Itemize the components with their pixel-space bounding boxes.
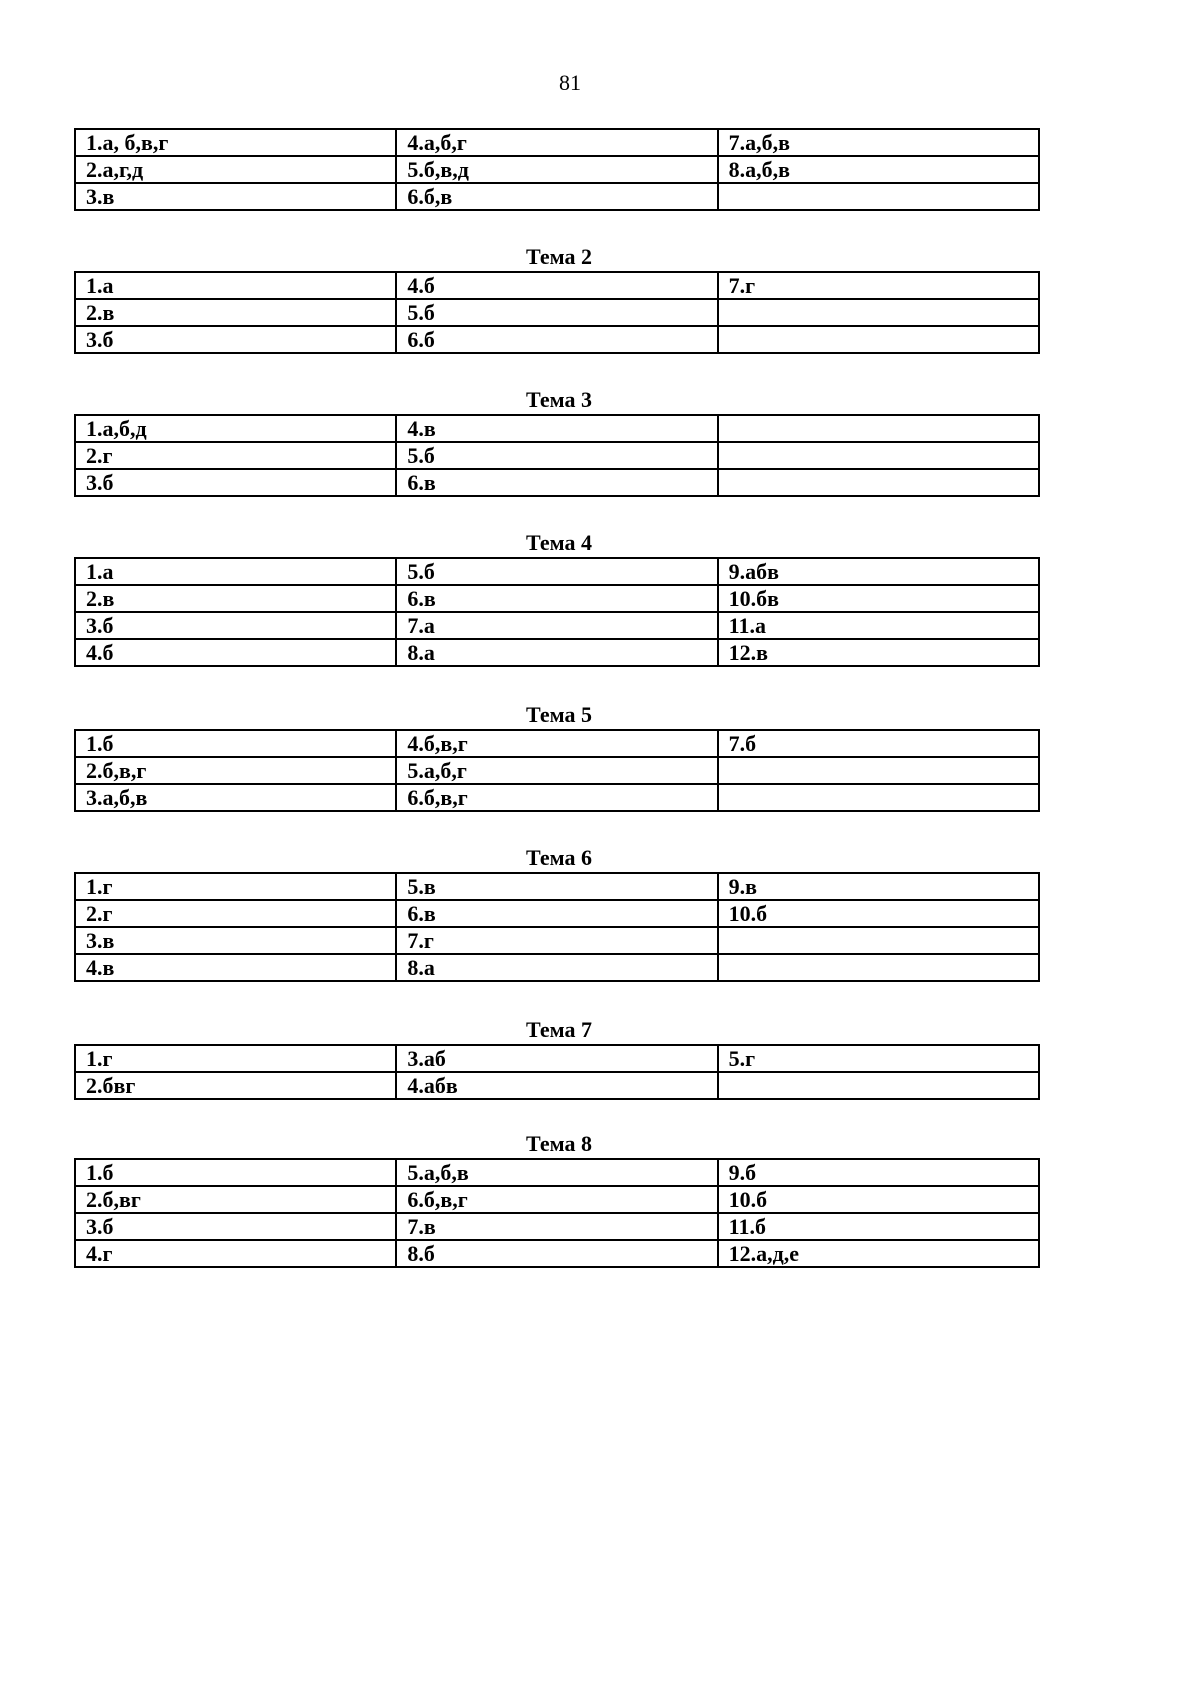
answers-table-5	[74, 729, 1040, 812]
table-cell: 1.б	[75, 1159, 396, 1186]
table-cell: 6.б	[396, 326, 717, 353]
table-cell: 8.б	[396, 1240, 717, 1267]
table-row	[75, 442, 1039, 469]
table-cell: 11.б	[718, 1213, 1039, 1240]
table-row	[75, 129, 1039, 156]
table-row	[75, 156, 1039, 183]
answers-table-2	[74, 271, 1040, 354]
table-cell: 1.а	[75, 272, 396, 299]
answers-table-7	[74, 1044, 1040, 1100]
answers-block-3	[74, 386, 1040, 497]
table-cell: 3.б	[75, 326, 396, 353]
table-row	[75, 784, 1039, 811]
answers-block-7	[74, 1016, 1040, 1100]
answers-block-6	[74, 844, 1040, 982]
table-cell: 4.г	[75, 1240, 396, 1267]
table-cell	[718, 326, 1039, 353]
table-cell	[718, 442, 1039, 469]
table-cell: 10.б	[718, 1186, 1039, 1213]
table-cell	[718, 1072, 1039, 1099]
table-cell: 2.г	[75, 442, 396, 469]
table-cell: 5.а,б,г	[396, 757, 717, 784]
table-cell: 7.а,б,в	[718, 129, 1039, 156]
table-cell	[718, 757, 1039, 784]
table-cell: 8.а,б,в	[718, 156, 1039, 183]
table-cell: 7.г	[396, 927, 717, 954]
table-cell: 1.б	[75, 730, 396, 757]
table-cell: 1.г	[75, 1045, 396, 1072]
table-cell: 4.а,б,г	[396, 129, 717, 156]
table-cell: 9.в	[718, 873, 1039, 900]
table-cell: 5.б	[396, 558, 717, 585]
table-cell: 5.б,в,д	[396, 156, 717, 183]
section-title: Тема 4	[526, 530, 592, 555]
table-cell: 7.в	[396, 1213, 717, 1240]
table-cell: 12.а,д,е	[718, 1240, 1039, 1267]
table-row	[75, 900, 1039, 927]
table-cell: 5.в	[396, 873, 717, 900]
table-cell: 4.в	[396, 415, 717, 442]
table-cell	[718, 415, 1039, 442]
answers-block-5	[74, 701, 1040, 812]
table-cell: 2.в	[75, 585, 396, 612]
table-cell: 4.б	[75, 639, 396, 666]
table-cell: 3.аб	[396, 1045, 717, 1072]
table-row	[75, 927, 1039, 954]
table-row	[75, 1045, 1039, 1072]
table-cell: 5.а,б,в	[396, 1159, 717, 1186]
table-cell: 4.абв	[396, 1072, 717, 1099]
table-cell: 6.б,в	[396, 183, 717, 210]
table-cell: 7.г	[718, 272, 1039, 299]
table-cell	[718, 784, 1039, 811]
table-cell: 3.а,б,в	[75, 784, 396, 811]
table-cell: 2.б,вг	[75, 1186, 396, 1213]
table-row	[75, 1213, 1039, 1240]
table-cell: 4.б	[396, 272, 717, 299]
table-row	[75, 326, 1039, 353]
table-cell: 2.г	[75, 900, 396, 927]
table-row	[75, 873, 1039, 900]
table-cell: 5.г	[718, 1045, 1039, 1072]
table-cell: 6.в	[396, 469, 717, 496]
table-row	[75, 1072, 1039, 1099]
table-cell: 2.б,в,г	[75, 757, 396, 784]
table-row	[75, 272, 1039, 299]
table-cell: 1.а, б,в,г	[75, 129, 396, 156]
table-cell: 3.в	[75, 927, 396, 954]
table-row	[75, 612, 1039, 639]
table-cell	[718, 469, 1039, 496]
table-cell: 12.в	[718, 639, 1039, 666]
answers-block-8	[74, 1130, 1040, 1268]
table-cell	[718, 183, 1039, 210]
table-cell: 2.в	[75, 299, 396, 326]
section-title: Тема 6	[526, 845, 592, 870]
table-row	[75, 954, 1039, 981]
table-row	[75, 299, 1039, 326]
table-cell: 1.а	[75, 558, 396, 585]
answers-table-6	[74, 872, 1040, 982]
table-cell: 9.б	[718, 1159, 1039, 1186]
table-cell: 6.в	[396, 900, 717, 927]
answers-table-8	[74, 1158, 1040, 1268]
table-cell: 6.в	[396, 585, 717, 612]
table-cell: 1.а,б,д	[75, 415, 396, 442]
section-title: Тема 7	[526, 1017, 592, 1042]
page-number: 81	[559, 70, 581, 95]
table-cell	[718, 927, 1039, 954]
table-cell: 3.в	[75, 183, 396, 210]
answers-table-3	[74, 414, 1040, 497]
table-cell: 4.б,в,г	[396, 730, 717, 757]
table-cell: 10.бв	[718, 585, 1039, 612]
table-cell: 6.б,в,г	[396, 1186, 717, 1213]
answers-table-4	[74, 557, 1040, 667]
table-row	[75, 757, 1039, 784]
table-cell: 10.б	[718, 900, 1039, 927]
table-cell: 2.а,г,д	[75, 156, 396, 183]
table-row	[75, 1240, 1039, 1267]
table-cell: 5.б	[396, 299, 717, 326]
answers-block-4	[74, 529, 1040, 667]
table-cell: 7.б	[718, 730, 1039, 757]
answers-block-1	[74, 128, 1040, 211]
table-row	[75, 1159, 1039, 1186]
table-row	[75, 585, 1039, 612]
table-cell: 3.б	[75, 1213, 396, 1240]
section-title: Тема 3	[526, 387, 592, 412]
table-row	[75, 558, 1039, 585]
section-title: Тема 2	[526, 244, 592, 269]
table-cell: 11.а	[718, 612, 1039, 639]
answers-block-2	[74, 243, 1040, 354]
table-cell: 8.а	[396, 954, 717, 981]
table-row	[75, 1186, 1039, 1213]
table-cell: 3.б	[75, 469, 396, 496]
table-cell: 7.а	[396, 612, 717, 639]
table-cell: 3.б	[75, 612, 396, 639]
table-row	[75, 639, 1039, 666]
table-cell: 4.в	[75, 954, 396, 981]
section-title: Тема 5	[526, 702, 592, 727]
table-cell: 8.а	[396, 639, 717, 666]
table-row	[75, 469, 1039, 496]
table-cell: 1.г	[75, 873, 396, 900]
table-cell: 9.абв	[718, 558, 1039, 585]
section-title: Тема 8	[526, 1131, 592, 1156]
answers-table-1	[74, 128, 1040, 211]
table-cell: 2.бвг	[75, 1072, 396, 1099]
table-row	[75, 183, 1039, 210]
table-cell	[718, 299, 1039, 326]
table-row	[75, 730, 1039, 757]
table-cell: 5.б	[396, 442, 717, 469]
table-cell: 6.б,в,г	[396, 784, 717, 811]
table-row	[75, 415, 1039, 442]
table-cell	[718, 954, 1039, 981]
